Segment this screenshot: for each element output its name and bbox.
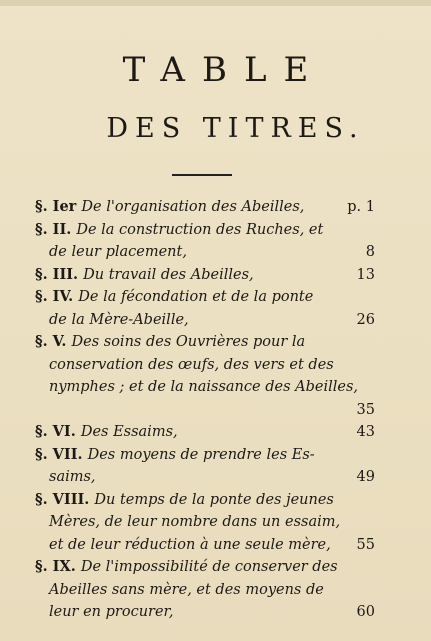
toc-line [35, 511, 375, 534]
section-title: De la construction des Ruches, et [76, 221, 324, 238]
section-number: §. V. [35, 333, 72, 350]
toc-line [35, 421, 375, 444]
section-title: Abeilles sans mère, et des moyens de [49, 581, 324, 598]
section-title: De la fécondation et de la ponte [78, 289, 314, 305]
toc-line-text [49, 309, 189, 332]
toc-line [35, 444, 375, 467]
toc-line-text [49, 466, 96, 489]
section-title: leur en procurer, [49, 604, 174, 620]
toc-line [35, 331, 375, 354]
toc-line [35, 264, 375, 287]
section-title: Des soins des Ouvrières pour la [71, 334, 306, 350]
toc-line-text [49, 601, 174, 624]
section-number: §. II. [35, 220, 77, 238]
page-number: 26 [356, 311, 375, 328]
toc-line-text [49, 511, 340, 534]
page-number: p. 1 [347, 199, 375, 215]
toc-line [35, 579, 375, 602]
toc-line-text [35, 421, 178, 444]
toc-line-text [49, 241, 187, 264]
toc-entry [35, 489, 375, 557]
page-edge [0, 0, 431, 6]
section-title: De l'organisation des Abeilles, [81, 199, 305, 215]
section-number: §. IV. [35, 288, 79, 305]
section-title: Du travail des Abeilles, [83, 266, 254, 283]
toc-line-text [49, 354, 334, 377]
toc-line [35, 196, 375, 219]
title-rule [172, 174, 232, 176]
toc-line-text [35, 556, 338, 579]
toc-line [35, 219, 375, 242]
toc-entry [35, 219, 375, 264]
toc-entry [35, 444, 375, 489]
section-number: §. Ier [35, 198, 82, 215]
page-number: 60 [356, 604, 375, 620]
toc-line-text [35, 264, 254, 287]
toc-entry [35, 196, 375, 219]
toc-line-text [35, 196, 304, 219]
section-number: §. VIII. [35, 490, 95, 508]
toc-line-text [35, 331, 305, 354]
table-of-contents [35, 196, 375, 624]
section-number: §. VII. [35, 445, 88, 463]
toc-line [35, 376, 375, 399]
page-number: 8 [365, 244, 375, 260]
section-title: De l'impossibilité de conserver des [80, 559, 338, 575]
toc-line [35, 399, 375, 422]
toc-line [35, 556, 375, 579]
toc-line [35, 534, 375, 557]
toc-line [35, 466, 375, 489]
page-number: 49 [356, 469, 375, 485]
toc-line [35, 489, 375, 512]
section-title: nymphes ; et de la naissance des Abeilles, [49, 379, 358, 395]
section-title: conservation des œufs, des vers et des [49, 356, 334, 373]
section-title: Du temps de la ponte des jeunes [94, 491, 334, 508]
section-title: et de leur réduction à une seule mère, [49, 536, 331, 553]
toc-entry [35, 331, 375, 421]
toc-line-text [35, 219, 323, 242]
toc-line [35, 354, 375, 377]
section-title: de leur placement, [49, 244, 187, 260]
page-number: 43 [356, 424, 375, 440]
section-number: §. III. [35, 265, 84, 283]
toc-entry [35, 556, 375, 624]
toc-entry [35, 286, 375, 331]
toc-line [35, 601, 375, 624]
toc-line-text [35, 286, 313, 309]
section-title: de la Mère-Abeille, [49, 311, 189, 328]
page-number: 13 [356, 266, 375, 283]
page-title: TABLE [122, 50, 326, 90]
toc-line [35, 286, 375, 309]
toc-entry [35, 421, 375, 444]
section-number: §. VI. [35, 423, 81, 440]
page-number: 55 [356, 536, 375, 553]
toc-line [35, 309, 375, 332]
toc-line-text [49, 534, 331, 557]
section-title: saims, [49, 469, 96, 485]
section-title: Des moyens de prendre les Es- [87, 446, 315, 463]
section-title: Des Essaims, [80, 424, 178, 440]
toc-line-text [35, 444, 315, 467]
section-number: §. IX. [35, 558, 81, 575]
toc-line-text [35, 489, 334, 512]
toc-line-text [49, 376, 358, 399]
toc-line-text [49, 579, 324, 602]
toc-line [35, 241, 375, 264]
section-title: Mères, de leur nombre dans un essaim, [49, 514, 341, 530]
page-subtitle: DES TITRES. [106, 113, 365, 144]
toc-entry [35, 264, 375, 287]
page-number: 35 [356, 401, 375, 418]
